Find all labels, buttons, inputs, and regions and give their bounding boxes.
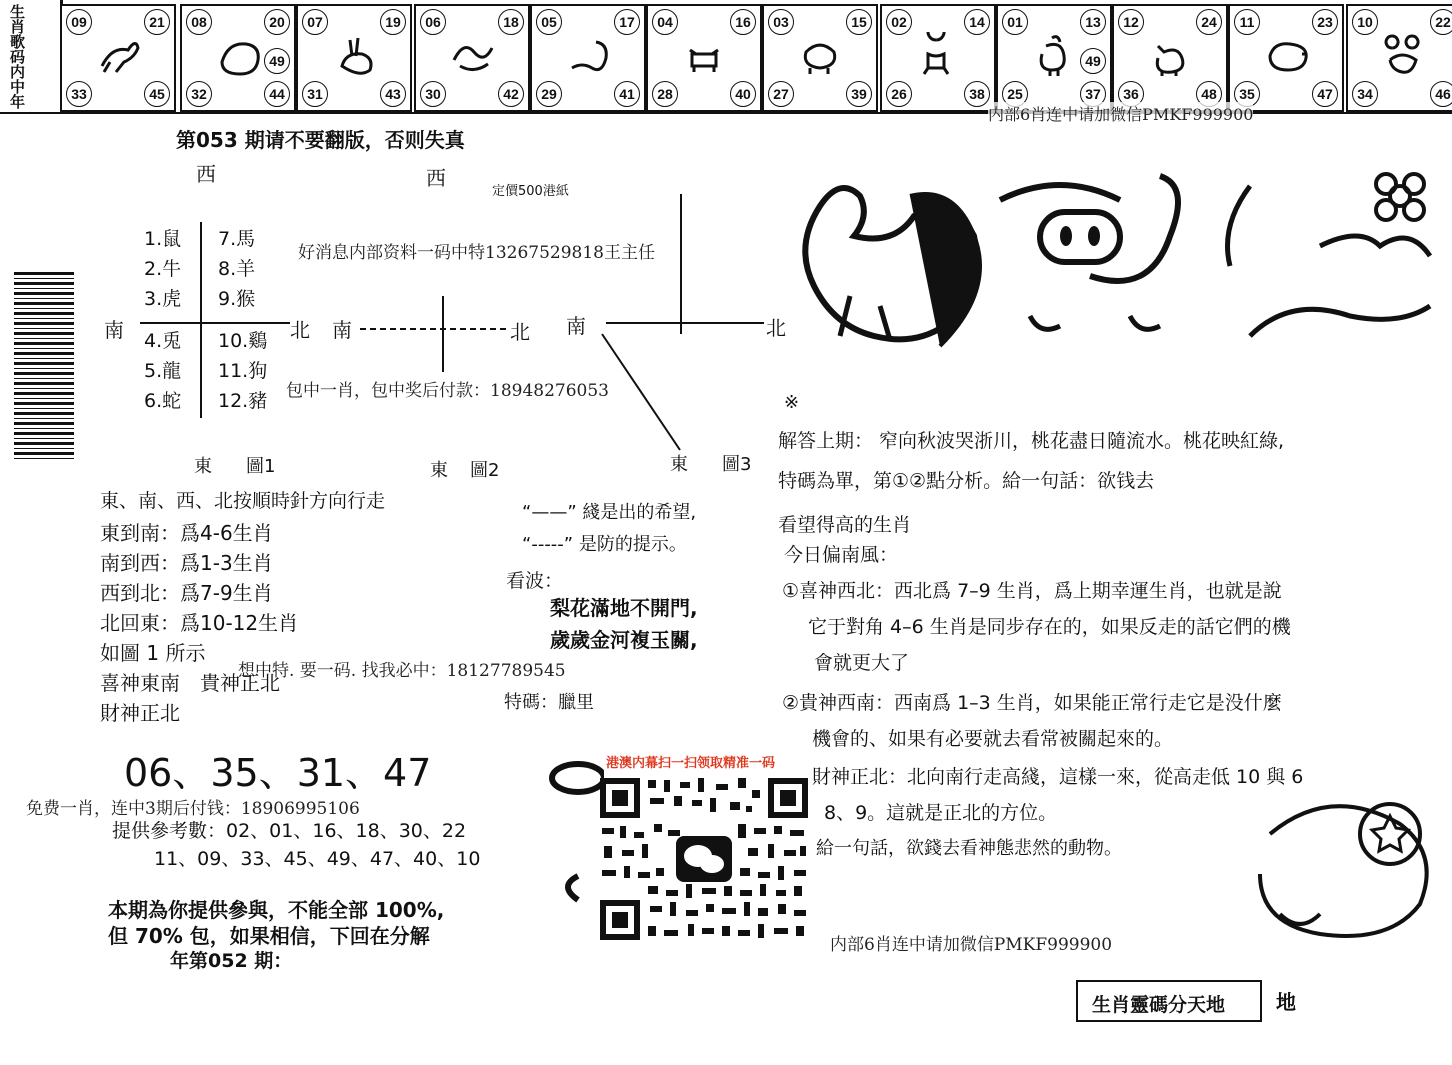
tema-line: 特碼：臘里 bbox=[504, 692, 594, 713]
zodiac-item: 12.豬 bbox=[218, 390, 268, 412]
disclaimer-1: 本期為你提供參與，不能全部 100%, bbox=[108, 898, 445, 922]
zodiac-number: 35 bbox=[1234, 81, 1260, 107]
zodiac-cell bbox=[1112, 4, 1228, 112]
zodiac-number: 38 bbox=[964, 81, 990, 107]
zodiac-number: 10 bbox=[1352, 9, 1378, 35]
point4: 給一句話，欲錢去看神態悲然的動物。 bbox=[816, 838, 1122, 859]
zodiac-number: 03 bbox=[768, 9, 794, 35]
direction-line: 南到西：爲1-3生肖 bbox=[100, 551, 273, 575]
answer-line-3: 看望得高的生肖 bbox=[778, 514, 912, 536]
qr-panel[interactable] bbox=[598, 750, 812, 944]
moon-star-illustration bbox=[1240, 794, 1448, 944]
zodiac-cell bbox=[1228, 4, 1344, 112]
zodiac-number: 46 bbox=[1430, 81, 1452, 107]
rabbit-icon bbox=[332, 32, 376, 76]
zodiac-number: 18 bbox=[498, 9, 524, 35]
zodiac-cell bbox=[180, 4, 296, 112]
compass1-vline bbox=[200, 222, 202, 418]
point2-b: 機會的、如果有必要就去看常被關起來的。 bbox=[812, 728, 1174, 750]
zodiac-number: 24 bbox=[1196, 9, 1222, 35]
zodiac-number: 44 bbox=[264, 81, 290, 107]
direction-line: 西到北：爲7-9生肖 bbox=[100, 581, 273, 605]
zodiac-number: 06 bbox=[420, 9, 446, 35]
strip-side-label bbox=[0, 0, 63, 110]
price-label: 定價500港紙 bbox=[492, 184, 569, 199]
watermark-free: 免费一肖，连中3期后付钱：18906995106 bbox=[26, 794, 360, 819]
zodiac-number: 48 bbox=[1196, 81, 1222, 107]
zodiac-item: 11.狗 bbox=[218, 360, 268, 382]
zodiac-number: 12 bbox=[1118, 9, 1144, 35]
dragon-icon bbox=[450, 32, 494, 76]
zodiac-number: 37 bbox=[1080, 81, 1106, 107]
watermark-bao-zhong: 包中一肖，包中奖后付款：18948276053 bbox=[286, 376, 609, 401]
compass2-south: 南 bbox=[332, 318, 352, 342]
zodiac-number: 30 bbox=[420, 81, 446, 107]
zodiac-number: 25 bbox=[1002, 81, 1028, 107]
zodiac-item: 9.猴 bbox=[218, 288, 256, 310]
zodiac-number: 16 bbox=[730, 9, 756, 35]
rat-icon bbox=[1382, 32, 1426, 76]
point1-c: 會就更大了 bbox=[814, 652, 910, 674]
zodiac-number: 19 bbox=[380, 9, 406, 35]
point1-a: ①喜神西北：西北爲 7–9 生肖，爲上期幸運生肖，也就是說 bbox=[782, 580, 1282, 602]
zodiac-item: 3.虎 bbox=[144, 288, 182, 310]
compass2-north: 北 bbox=[510, 320, 530, 344]
direction-intro: 東、南、西、北按順時針方向行走 bbox=[100, 490, 386, 512]
rooster-icon bbox=[1032, 32, 1076, 76]
zodiac-item: 4.兎 bbox=[144, 330, 182, 352]
point1-b: 它于對角 4–6 生肖是同步存在的，如果反走的話它們的機 bbox=[808, 616, 1291, 638]
wind-line: 今日偏南風： bbox=[784, 544, 899, 566]
xi-gui-line: 喜神東南 貴神正北 bbox=[100, 671, 280, 695]
zodiac-number: 39 bbox=[846, 81, 872, 107]
zodiac-number: 42 bbox=[498, 81, 524, 107]
zodiac-number: 01 bbox=[1002, 9, 1028, 35]
rooster-pig-illustration bbox=[780, 166, 1448, 386]
horse-icon bbox=[96, 32, 140, 76]
fig-note: 如圖 1 所示 bbox=[100, 641, 206, 665]
qr-code-icon bbox=[598, 776, 810, 942]
compass1-right-list bbox=[218, 224, 267, 416]
direction-line: 北回東：爲10-12生肖 bbox=[100, 611, 299, 635]
zodiac-number: 27 bbox=[768, 81, 794, 107]
compass1-south: 南 bbox=[104, 318, 124, 342]
zodiac-number: 07 bbox=[302, 9, 328, 35]
compass2-east: 東 bbox=[430, 460, 448, 481]
zodiac-cell bbox=[646, 4, 762, 112]
zodiac-number: 11 bbox=[1234, 9, 1260, 35]
zodiac-number: 21 bbox=[144, 9, 170, 35]
zodiac-number: 31 bbox=[302, 81, 328, 107]
poem-line-2: 歲歲金河複玉關, bbox=[550, 628, 698, 652]
zodiac-item: 1.鼠 bbox=[144, 228, 182, 250]
compass1-left-list bbox=[144, 224, 181, 416]
zodiac-item: 10.鷄 bbox=[218, 330, 268, 352]
zodiac-number: 33 bbox=[66, 81, 92, 107]
qr-title: 港澳内幕扫一扫领取精准一码 bbox=[606, 756, 776, 771]
compass3-east: 東 bbox=[670, 454, 688, 475]
compass2-fig: 圖2 bbox=[470, 460, 500, 481]
goat-icon bbox=[798, 32, 842, 76]
zodiac-item: 8.羊 bbox=[218, 258, 256, 280]
zodiac-cell bbox=[60, 4, 176, 112]
zodiac-number: 41 bbox=[614, 81, 640, 107]
compass1-west: 西 bbox=[196, 162, 216, 186]
bottom-title-box bbox=[1076, 980, 1262, 1022]
zodiac-item: 6.蛇 bbox=[144, 390, 182, 412]
watermark-wechat-bottom: 内部6肖连中请加微信PMKF999900 bbox=[830, 930, 1112, 955]
direction-line: 東到南：爲4-6生肖 bbox=[100, 521, 273, 545]
compass2-hline bbox=[360, 328, 506, 330]
zodiac-cell bbox=[762, 4, 878, 112]
point3-b: 8、9。這就是正北的方位。 bbox=[824, 802, 1058, 824]
watermark-xiang-zhong: 想中特. 要一码. 找我必中：18127789545 bbox=[238, 656, 566, 681]
zodiac-cell bbox=[996, 4, 1112, 112]
zodiac-number: 45 bbox=[144, 81, 170, 107]
answer-line-2: 特碼為單，第①②點分析。給一句話：欲钱去 bbox=[778, 470, 1155, 492]
ref-numbers-1: 提供參考數：02、01、16、18、30、22 bbox=[112, 820, 467, 842]
zodiac-number: 40 bbox=[730, 81, 756, 107]
compass1-fig: 圖1 bbox=[246, 456, 276, 477]
watermark-wechat-top: 内部6肖连中请加微信PMKF999900 bbox=[988, 102, 1253, 125]
compass3-arrow bbox=[596, 330, 696, 460]
zodiac-item: 2.牛 bbox=[144, 258, 182, 280]
zodiac-number: 28 bbox=[652, 81, 678, 107]
zodiac-number: 32 bbox=[186, 81, 212, 107]
guard-line: “-----” 是防的提示。 bbox=[522, 534, 687, 555]
compass3-south: 南 bbox=[566, 314, 586, 338]
zodiac-item: 7.馬 bbox=[218, 228, 256, 250]
zodiac-item: 5.龍 bbox=[144, 360, 182, 382]
compass3-north: 北 bbox=[766, 316, 786, 340]
bottom-title-text: 生肖靈碼分天地 bbox=[1092, 994, 1226, 1016]
disclaimer-2: 但 70% 包，如果相信，下回在分解 bbox=[108, 924, 430, 948]
zodiac-number: 49 bbox=[1080, 48, 1106, 74]
snake-icon bbox=[566, 32, 610, 76]
zodiac-cell bbox=[880, 4, 996, 112]
compass3-fig: 圖3 bbox=[722, 454, 752, 475]
zodiac-cell bbox=[414, 4, 530, 112]
zodiac-number: 43 bbox=[380, 81, 406, 107]
zodiac-number: 08 bbox=[186, 9, 212, 35]
point2-a: ②貴神西南：西南爲 1–3 生肖，如果能正常行走它是没什麼 bbox=[782, 692, 1282, 714]
watermark-good-news: 好消息内部资料一码中特13267529818王主任 bbox=[298, 238, 655, 263]
zodiac-number: 26 bbox=[886, 81, 912, 107]
zodiac-number: 34 bbox=[1352, 81, 1378, 107]
zodiac-number: 04 bbox=[652, 9, 678, 35]
cai-line: 財神正北 bbox=[100, 701, 180, 725]
zodiac-cell bbox=[530, 4, 646, 112]
side-label-text: 生肖歌码内中年 bbox=[8, 4, 24, 109]
zodiac-strip bbox=[0, 0, 1452, 114]
monkey-icon bbox=[916, 32, 960, 76]
reference-mark: ※ bbox=[784, 392, 800, 413]
pig-icon bbox=[1264, 32, 1308, 76]
zodiac-number: 05 bbox=[536, 9, 562, 35]
zodiac-number: 14 bbox=[964, 9, 990, 35]
zodiac-number: 17 bbox=[614, 9, 640, 35]
zodiac-number: 23 bbox=[1312, 9, 1338, 35]
zodiac-number: 49 bbox=[264, 48, 290, 74]
zodiac-cell bbox=[296, 4, 412, 112]
compass2-west: 西 bbox=[426, 166, 446, 190]
disclaimer-3: 年第052 期： bbox=[170, 950, 293, 972]
zodiac-number: 22 bbox=[1430, 9, 1452, 35]
zodiac-number: 15 bbox=[846, 9, 872, 35]
zodiac-number: 02 bbox=[886, 9, 912, 35]
compass3-hline bbox=[606, 322, 764, 324]
compass3-vline bbox=[680, 194, 682, 334]
compass1-north: 北 bbox=[290, 318, 310, 342]
barcode-graphic bbox=[14, 272, 74, 462]
direction-list bbox=[100, 518, 298, 728]
compass1-east: 東 bbox=[194, 456, 212, 477]
zodiac-number: 36 bbox=[1118, 81, 1144, 107]
zodiac-number: 47 bbox=[1312, 81, 1338, 107]
poem-line-1: 梨花滿地不開門, bbox=[550, 596, 698, 620]
answer-line-1: 解答上期： 窄向秋波哭浙川，桃花盡日隨流水。桃花映紅綠, bbox=[778, 430, 1285, 452]
zodiac-number: 20 bbox=[264, 9, 290, 35]
zodiac-cell bbox=[1346, 4, 1452, 112]
lucky-numbers: 06、35、31、47 bbox=[124, 751, 432, 795]
hope-line: “——” 綫是出的希望, bbox=[522, 502, 697, 523]
tiger-icon bbox=[216, 32, 260, 76]
issue-header: 第053 期请不要翻版，否则失真 bbox=[176, 128, 465, 152]
zodiac-number: 09 bbox=[66, 9, 92, 35]
swirl-decoration bbox=[548, 756, 604, 906]
point3-a: 財神正北：北向南行走高綫，這樣一來，從高走低 10 與 6 bbox=[812, 766, 1304, 788]
dog-icon bbox=[1148, 32, 1192, 76]
kanbo-label: 看波： bbox=[506, 570, 564, 592]
ox-icon bbox=[682, 32, 726, 76]
zodiac-number: 13 bbox=[1080, 9, 1106, 35]
zodiac-number: 29 bbox=[536, 81, 562, 107]
bottom-title-extra: 地 bbox=[1276, 990, 1296, 1014]
compass2-vline bbox=[442, 296, 444, 372]
ref-numbers-2: 11、09、33、45、49、47、40、10 bbox=[154, 848, 481, 870]
